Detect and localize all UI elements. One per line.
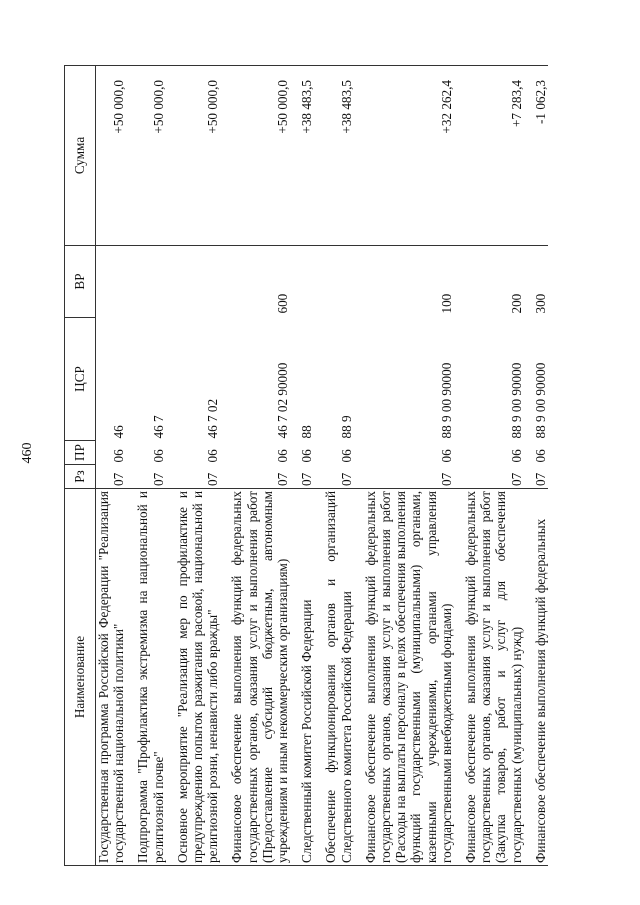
row-csr: 46 7 02 [205,398,221,439]
row-name: Финансовое обеспечение выполнения функций федеральных государственных органов, оказания услуг и выполнения работ (Предоставление субсидий бюджетным, автономным учреждениям и иным некоммерческим организациям) [229,489,290,866]
table-row [96,66,127,866]
row-sum: +32 262,4 [363,66,454,246]
row-sum: +50 000,0 [96,66,127,246]
table-row [229,66,290,866]
row-pr: 06 [532,449,548,463]
row-name: Обеспечение функционирования органов и организаций Следственного комитета Российской Федерации [323,489,353,866]
row-pr: 06 [111,449,127,463]
row-name: Финансовое обеспечение выполнения функций федеральных государственных органов, оказания услуг и выполнения работ (Расходы на выплаты персоналу в целях обеспечения выполнения функций государственными (муниципальными) органами, казенными учреждениями, органами управления государственными внебюджетными фондами) [363,489,454,866]
row-rz: 07 [508,472,524,486]
row-rz: 07 [438,472,454,486]
table-row [299,66,314,866]
row-pr: 06 [338,449,354,463]
row-pr: 06 [150,449,166,463]
row-csr: 88 9 00 90000 [532,362,548,439]
header-rz: Рз [65,465,96,489]
row-rz: 07 [532,472,548,486]
row-vr [135,246,165,318]
header-pr: ПР [65,441,96,465]
table-row [135,66,165,866]
row-name: Государственная программа Российской Федерации "Реализация государственной национальной политики" [96,489,127,866]
row-pr: 06 [438,449,454,463]
row-vr [175,246,221,318]
row-sum: +50 000,0 [135,66,165,246]
header-sum: Сумма [65,66,96,246]
row-csr: 88 9 00 90000 [438,362,454,439]
row-csr: 46 7 02 90000 [275,362,291,439]
row-sum: -1 062,3 [533,66,548,246]
table-row [363,66,454,866]
row-sum: +38 483,5 [323,66,353,246]
page-number: 460 [20,442,35,464]
header-name: Наименование [65,489,96,866]
row-vr: 200 [508,293,524,314]
rotated-page [64,66,624,866]
header-csr: ЦСР [65,318,96,441]
table-row [533,66,548,866]
row-pr: 06 [275,449,291,463]
row-vr [323,246,353,318]
row-csr: 46 [111,425,127,439]
row-csr: 46 7 [150,415,166,439]
row-name: Финансовое обеспечение выполнения функций федеральных [533,489,548,866]
table-header-row [65,66,96,866]
table-row [175,66,221,866]
budget-table [64,65,548,866]
header-vr: ВР [65,246,96,318]
row-rz: 07 [111,472,127,486]
row-pr: 06 [508,449,524,463]
row-sum: +38 483,5 [299,66,314,246]
table-row [463,66,524,866]
row-rz: 07 [338,472,354,486]
row-rz: 07 [205,472,221,486]
row-vr [299,246,314,318]
row-name: Следственный комитет Российской Федерации [299,489,314,866]
row-name: Подпрограмма "Профилактика экстремизма на национальной и религиозной почве" [135,489,165,866]
table-row [323,66,353,866]
row-vr: 600 [275,293,291,314]
row-vr: 100 [438,293,454,314]
row-vr: 300 [532,293,548,314]
row-sum: +7 283,4 [463,66,524,246]
row-rz: 07 [150,472,166,486]
row-csr: 88 9 00 90000 [508,362,524,439]
row-sum: +50 000,0 [175,66,221,246]
row-name: Основное мероприятие "Реализация мер по профилактике и предупреждению попыток разжигания расовой, национальной и религиозной розни, ненависти либо вражды" [175,489,221,866]
row-pr: 06 [205,449,221,463]
row-csr: 88 [299,425,315,439]
row-pr: 06 [299,449,315,463]
row-rz: 07 [275,472,291,486]
row-csr: 88 9 [338,415,354,439]
row-rz: 07 [299,472,315,486]
row-name: Финансовое обеспечение выполнения функций федеральных государственных органов, оказания услуг и выполнения работ (Закупка товаров, работ и услуг для обеспечения государственных (муниципальных) нужд) [463,489,524,866]
row-sum: +50 000,0 [229,66,290,246]
row-vr [96,246,127,318]
